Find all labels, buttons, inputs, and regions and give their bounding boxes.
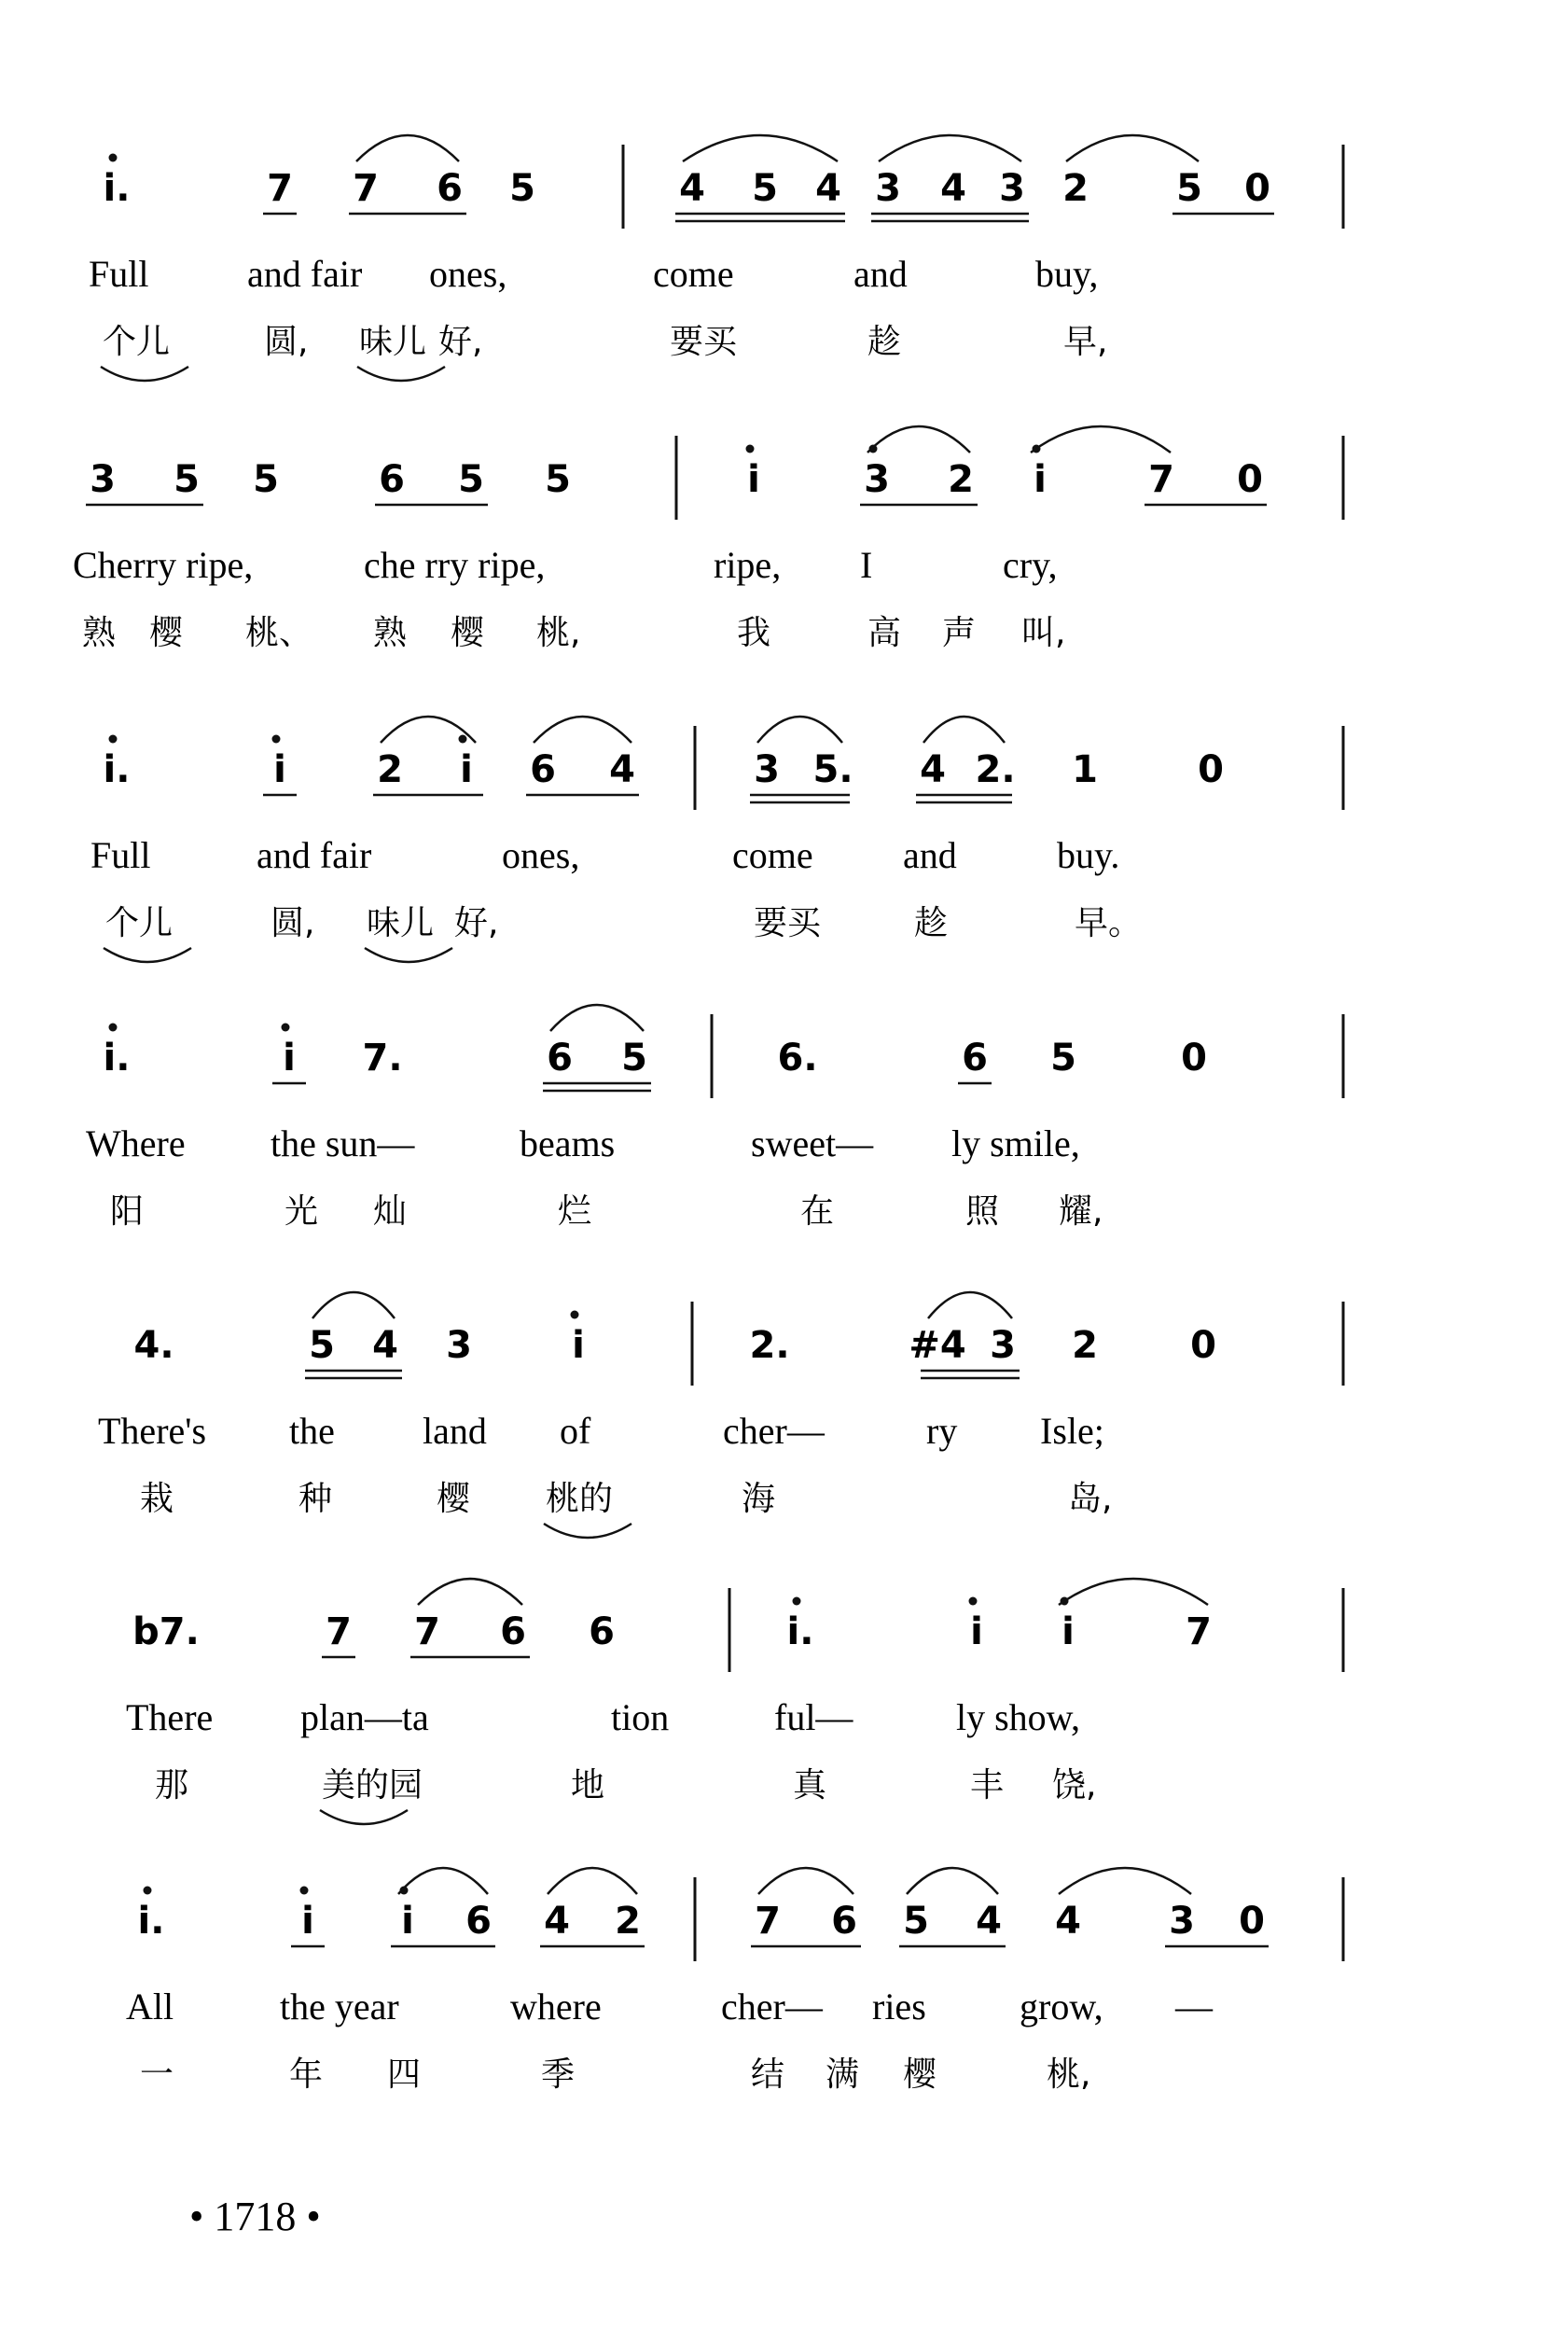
note: 6: [962, 1037, 988, 1080]
lyric-english: the sun—: [271, 1122, 415, 1164]
note: i: [460, 748, 473, 791]
lyric-english: Full: [90, 834, 151, 876]
lyric-chinese: 个儿: [105, 904, 173, 942]
lyric-chinese: 声: [942, 614, 977, 652]
note: 3: [990, 1324, 1016, 1367]
lyric-chinese: 味儿: [359, 323, 427, 361]
slur: [758, 1868, 853, 1894]
lyric-english: and: [853, 253, 908, 295]
lyric-tie: [101, 367, 188, 381]
octave-dot: [272, 735, 281, 744]
octave-dot: [282, 1024, 290, 1032]
lyric-english: ly smile,: [951, 1122, 1080, 1164]
note: 5.: [812, 748, 853, 791]
slur: [928, 1292, 1012, 1318]
note: 6: [465, 1900, 492, 1943]
lyric-chinese: 樱: [149, 614, 184, 652]
lyric-chinese: 好,: [454, 904, 499, 942]
lyric-english: beams: [520, 1122, 616, 1164]
note: 0: [1198, 748, 1224, 791]
lyric-chinese: 种: [298, 1480, 333, 1518]
note: 5: [1176, 167, 1202, 210]
lyric-english: and fair: [247, 253, 363, 295]
lyric-chinese: 年: [289, 2055, 324, 2094]
lyric-english: of: [560, 1410, 591, 1452]
lyric-english: come: [732, 834, 813, 876]
lyric-english: tion: [611, 1696, 670, 1738]
note: i.: [137, 1900, 165, 1943]
lyric-chinese: 圆,: [264, 323, 309, 361]
lyric-chinese: 我: [737, 614, 771, 652]
note: i: [283, 1037, 296, 1080]
note: 0: [1181, 1037, 1207, 1080]
lyric-tie: [104, 948, 191, 962]
lyric-chinese: 高: [867, 614, 902, 652]
note: 7: [1148, 458, 1174, 501]
lyric-tie: [320, 1810, 408, 1824]
slur: [418, 1579, 522, 1605]
note: 2.: [975, 748, 1016, 791]
slur: [907, 1868, 998, 1894]
lyric-chinese: 樱: [451, 614, 485, 652]
lyric-english: cher—: [721, 1986, 823, 2027]
note: 4: [1055, 1900, 1081, 1943]
lyric-english: the year: [280, 1986, 399, 2027]
lyric-chinese: 味儿: [367, 904, 435, 942]
note: 6: [500, 1610, 526, 1653]
octave-dot: [300, 1887, 309, 1895]
octave-dot: [459, 735, 467, 744]
slur: [879, 135, 1021, 161]
lyric-chinese: 饶,: [1052, 1766, 1097, 1805]
lyric-english: and: [903, 834, 957, 876]
slur: [1059, 1868, 1191, 1894]
slur: [1031, 426, 1171, 453]
lyric-chinese: 早。: [1075, 904, 1143, 942]
note: 7: [353, 167, 379, 210]
lyric-chinese: 个儿: [103, 323, 171, 361]
note: 5: [621, 1037, 647, 1080]
lyric-chinese: 地: [571, 1766, 605, 1805]
note: 5: [752, 167, 778, 210]
octave-dot: [109, 1024, 118, 1032]
score-system: [86, 1005, 1343, 1231]
lyric-chinese: 栽: [140, 1480, 174, 1518]
note: 6: [547, 1037, 573, 1080]
lyric-english: I: [860, 544, 873, 586]
lyric-chinese: 一: [140, 2055, 174, 2094]
note: b7.: [132, 1610, 200, 1653]
score-system: [73, 426, 1343, 652]
note: 0: [1190, 1324, 1216, 1367]
note: i.: [103, 1037, 131, 1080]
lyric-chinese: 满: [826, 2055, 860, 2094]
lyric-english: There's: [98, 1410, 207, 1452]
lyric-chinese: 美的园: [322, 1766, 423, 1805]
note: 2: [948, 458, 974, 501]
octave-dot: [109, 735, 118, 744]
lyric-english: Isle;: [1040, 1410, 1104, 1452]
lyric-chinese: 桃,: [536, 614, 581, 652]
slur: [1059, 1579, 1208, 1605]
note: 4: [976, 1900, 1002, 1943]
note: 4.: [133, 1324, 174, 1367]
note: i: [273, 748, 286, 791]
lyric-english: ones,: [429, 253, 507, 295]
octave-dot: [109, 154, 118, 162]
note: 6: [831, 1900, 857, 1943]
lyric-chinese: 那: [155, 1766, 189, 1805]
note: 3: [1169, 1900, 1195, 1943]
note: 5: [1050, 1037, 1076, 1080]
note: 7: [414, 1610, 440, 1653]
note: 3: [446, 1324, 472, 1367]
lyric-chinese: 樱: [903, 2055, 937, 2094]
lyric-chinese: 好,: [438, 323, 483, 361]
lyric-chinese: 阳: [110, 1192, 145, 1231]
score-system: [89, 135, 1343, 381]
note: 6: [379, 458, 405, 501]
lyric-chinese: 趁: [867, 323, 902, 361]
note: #4: [909, 1324, 966, 1367]
note: 1: [1072, 748, 1098, 791]
note: i: [1034, 458, 1047, 501]
slur: [312, 1292, 395, 1318]
note: i: [301, 1900, 314, 1943]
lyric-chinese: 熟: [373, 614, 408, 652]
note: 3: [999, 167, 1025, 210]
note: i.: [103, 748, 131, 791]
note: 6: [437, 167, 463, 210]
octave-dot: [571, 1311, 579, 1319]
lyric-chinese: 四: [387, 2055, 422, 2094]
lyric-english: ones,: [502, 834, 580, 876]
lyric-english: ry: [926, 1410, 958, 1452]
lyric-english: grow,: [1020, 1986, 1103, 2027]
score-system: [126, 1579, 1343, 1824]
slur: [867, 426, 970, 453]
slur: [923, 717, 1005, 743]
note: 6: [589, 1610, 615, 1653]
note: 4: [679, 167, 705, 210]
lyric-chinese: 灿: [373, 1192, 408, 1231]
note: 5: [173, 458, 200, 501]
note: i.: [786, 1610, 814, 1653]
slur: [398, 1868, 488, 1894]
note: i: [970, 1610, 983, 1653]
note: 6.: [777, 1037, 818, 1080]
lyric-english: All: [126, 1986, 174, 2027]
note: 2: [615, 1900, 641, 1943]
lyric-chinese: 在: [800, 1192, 835, 1231]
note: 0: [1239, 1900, 1265, 1943]
note: 7: [326, 1610, 352, 1653]
lyric-english: There: [126, 1696, 214, 1738]
slur: [548, 1868, 637, 1894]
lyric-chinese: 早,: [1063, 323, 1108, 361]
lyric-chinese: 圆,: [271, 904, 315, 942]
note: 2.: [749, 1324, 790, 1367]
note: 3: [864, 458, 890, 501]
note: 7.: [362, 1037, 403, 1080]
lyric-chinese: 叫,: [1021, 614, 1066, 652]
lyric-chinese: 桃的: [546, 1480, 614, 1518]
note: 2: [1072, 1324, 1098, 1367]
lyric-tie: [357, 367, 445, 381]
lyric-english: buy.: [1057, 834, 1120, 876]
lyric-chinese: 要买: [670, 323, 738, 361]
lyric-english: where: [510, 1986, 602, 2027]
page-number: • 1718 •: [189, 2194, 321, 2239]
lyric-english: cry,: [1003, 544, 1058, 586]
lyric-chinese: 耀,: [1059, 1192, 1103, 1231]
octave-dot: [746, 445, 755, 453]
note: 7: [1186, 1610, 1212, 1653]
octave-dot: [969, 1597, 978, 1606]
lyric-english: sweet—: [751, 1122, 874, 1164]
score-system: [126, 1868, 1343, 2094]
lyric-tie: [365, 948, 452, 962]
slur: [534, 717, 631, 743]
note: 4: [815, 167, 841, 210]
note: i.: [103, 167, 131, 210]
lyric-english: and fair: [257, 834, 372, 876]
lyric-english: Full: [89, 253, 149, 295]
lyric-english: che rry ripe,: [364, 544, 546, 586]
note: 5: [545, 458, 571, 501]
note: 5: [458, 458, 484, 501]
note: i: [401, 1900, 414, 1943]
lyric-chinese: 桃,: [1047, 2055, 1091, 2094]
lyric-chinese: 桃、: [245, 614, 313, 652]
note: 5: [903, 1900, 929, 1943]
note: 0: [1237, 458, 1263, 501]
lyric-english: —: [1175, 1986, 1213, 2027]
slur: [683, 135, 838, 161]
lyric-chinese: 趁: [914, 904, 949, 942]
note: 0: [1244, 167, 1270, 210]
lyric-english: ries: [872, 1986, 926, 2027]
note: 3: [754, 748, 780, 791]
note: 7: [755, 1900, 781, 1943]
note: 4: [940, 167, 966, 210]
lyric-chinese: 烂: [558, 1192, 592, 1231]
lyric-english: buy,: [1035, 253, 1099, 295]
note: 3: [875, 167, 901, 210]
note: 3: [90, 458, 116, 501]
slur: [550, 1005, 644, 1031]
note: 5: [253, 458, 279, 501]
slur: [757, 717, 842, 743]
score-system: [90, 717, 1343, 962]
score-system: [98, 1292, 1343, 1538]
lyric-english: ly show,: [956, 1696, 1080, 1738]
note: i: [747, 458, 760, 501]
lyric-chinese: 真: [793, 1766, 827, 1805]
lyric-english: land: [423, 1410, 487, 1452]
lyric-chinese: 要买: [754, 904, 822, 942]
lyric-english: cher—: [723, 1410, 825, 1452]
lyric-chinese: 岛,: [1068, 1480, 1113, 1518]
lyric-english: come: [653, 253, 734, 295]
note: 2: [1062, 167, 1089, 210]
octave-dot: [144, 1887, 152, 1895]
note: 5: [509, 167, 535, 210]
note: 7: [267, 167, 293, 210]
note: 4: [920, 748, 946, 791]
lyric-english: the: [289, 1410, 335, 1452]
note: 4: [544, 1900, 570, 1943]
lyric-english: ripe,: [714, 544, 782, 586]
slur: [356, 135, 459, 161]
note: 2: [377, 748, 403, 791]
lyric-chinese: 熟: [82, 614, 117, 652]
lyric-english: ful—: [774, 1696, 853, 1738]
note: 4: [609, 748, 635, 791]
note: i: [1062, 1610, 1075, 1653]
note: 4: [372, 1324, 398, 1367]
note: i: [572, 1324, 585, 1367]
lyric-chinese: 樱: [437, 1480, 471, 1518]
lyric-english: plan—ta: [300, 1696, 429, 1738]
lyric-english: Where: [86, 1122, 186, 1164]
slur: [1066, 135, 1199, 161]
lyric-chinese: 照: [965, 1192, 1000, 1231]
lyric-english: Cherry ripe,: [73, 544, 254, 586]
note: 5: [309, 1324, 335, 1367]
lyric-chinese: 海: [742, 1480, 776, 1518]
lyric-chinese: 光: [284, 1192, 319, 1231]
lyric-chinese: 结: [751, 2055, 785, 2094]
note: 6: [530, 748, 556, 791]
lyric-chinese: 丰: [970, 1766, 1005, 1805]
lyric-tie: [544, 1524, 631, 1538]
octave-dot: [793, 1597, 801, 1606]
lyric-chinese: 季: [541, 2055, 576, 2094]
